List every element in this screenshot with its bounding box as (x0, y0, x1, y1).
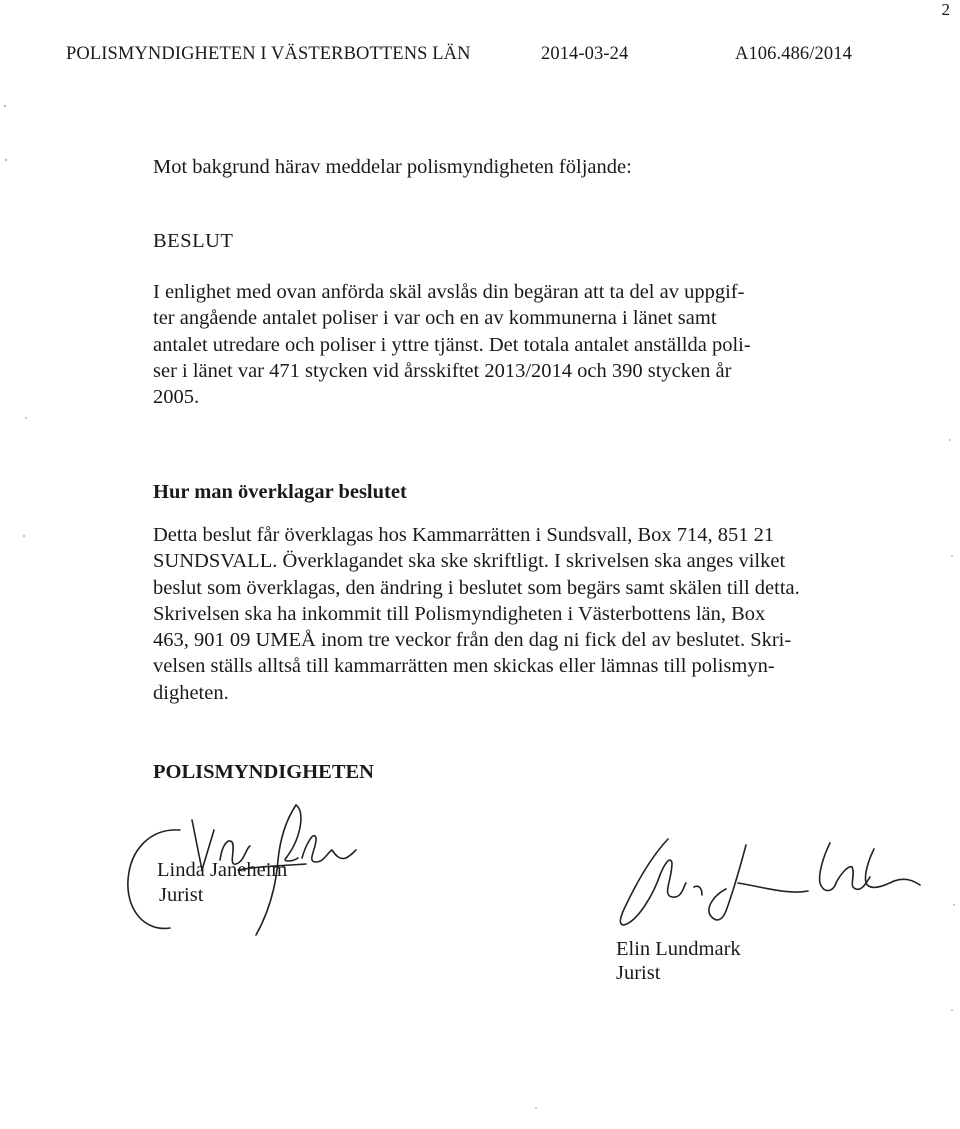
decision-line: antalet utredare och poliser i yttre tjänst. Det totala antalet anställda poli- (153, 333, 751, 356)
signatory-title-left: Jurist (159, 884, 204, 906)
appeal-line: SUNDSVALL. Överklagandet ska ske skriftligt. I skrivelsen ska anges vilket (153, 550, 786, 573)
appeal-line: digheten. (153, 681, 229, 704)
header-organization: POLISMYNDIGHETEN I VÄSTERBOTTENS LÄN (66, 44, 471, 64)
decision-line: ter angående antalet poliser i var och en av kommunerna i länet samt (153, 307, 717, 330)
decision-heading: BESLUT (153, 230, 234, 252)
appeal-line: beslut som överklagas, den ändring i beslutet som begärs samt skälen till detta. (153, 576, 800, 599)
appeal-line: velsen ställs alltså till kammarrätten men skickas eller lämnas till polismyn- (153, 655, 775, 678)
page-number: 2 (941, 0, 950, 19)
decision-line: ser i länet var 471 stycken vid årsskiftet 2013/2014 och 390 stycken år (153, 359, 732, 382)
appeal-line: 463, 901 09 UMEÅ inom tre veckor från den dag ni fick del av beslutet. Skri- (153, 629, 792, 652)
signatory-name-right: Elin Lundmark (616, 938, 741, 960)
authority-heading: POLISMYNDIGHETEN (153, 761, 374, 783)
decision-line: 2005. (153, 386, 200, 409)
signatory-title-right: Jurist (616, 962, 661, 984)
intro-text: Mot bakgrund härav meddelar polismyndigheten följande: (153, 156, 632, 178)
decision-line: I enlighet med ovan anförda skäl avslås din begäran att ta del av uppgif- (153, 281, 745, 303)
header-reference: A106.486/2014 (735, 44, 852, 64)
appeal-line: Detta beslut får överklagas hos Kammarrätten i Sundsvall, Box 714, 851 21 (153, 524, 775, 546)
signatory-name-left: Linda Janeheim (157, 859, 288, 881)
header-date: 2014-03-24 (541, 44, 629, 64)
appeal-heading: Hur man överklagar beslutet (153, 481, 407, 503)
appeal-line: Skrivelsen ska ha inkommit till Polismyndigheten i Västerbottens län, Box (153, 602, 766, 625)
